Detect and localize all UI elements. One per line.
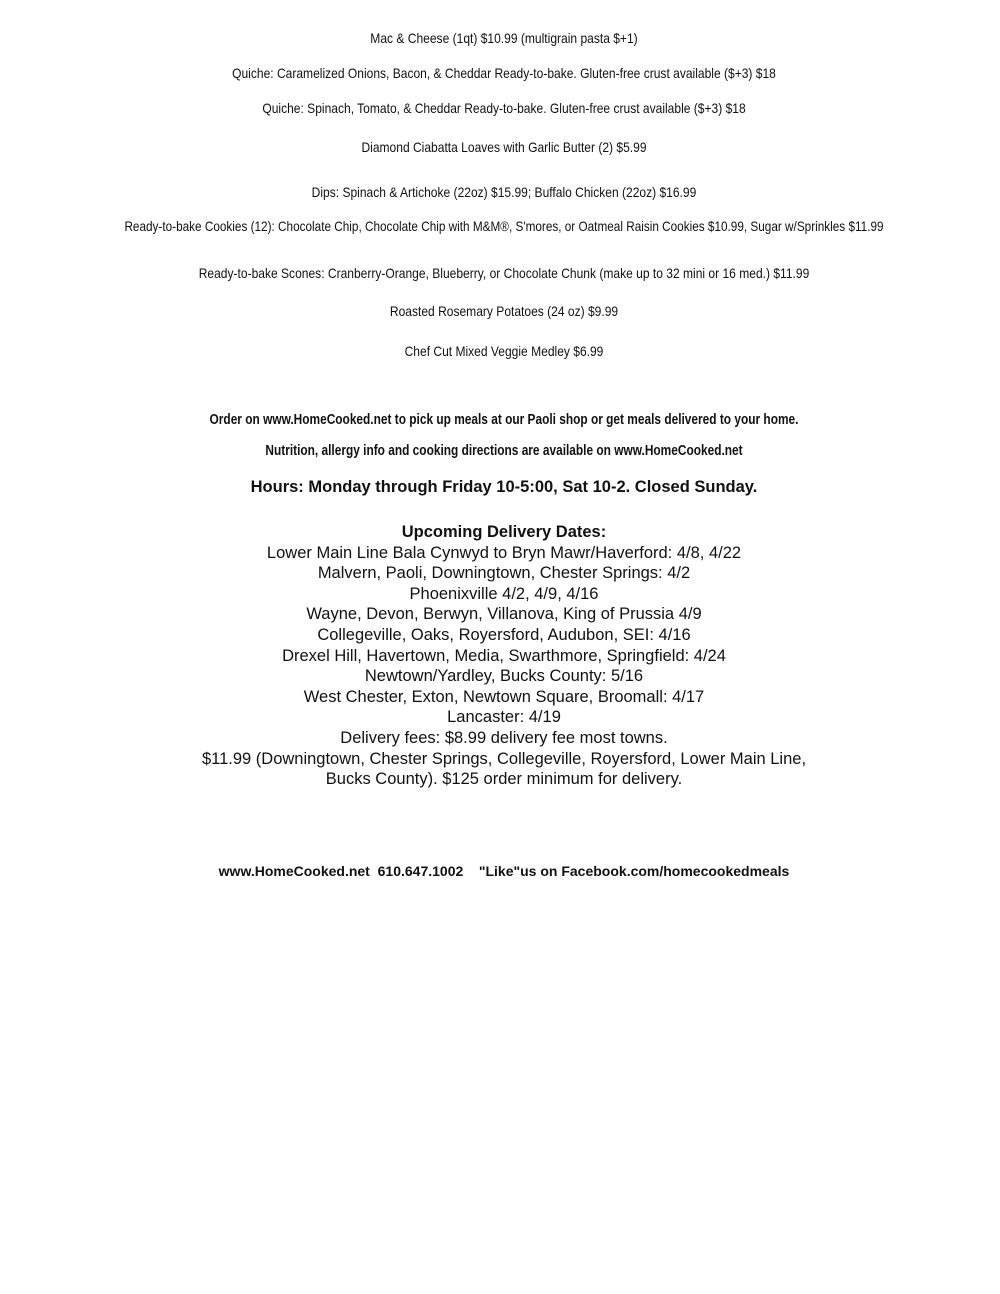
delivery-heading: Upcoming Delivery Dates: bbox=[401, 523, 607, 541]
footer-phone: 610.647.1002 bbox=[377, 863, 464, 879]
delivery-line: West Chester, Exton, Newtown Square, Broomall: 4/17 bbox=[303, 687, 705, 706]
delivery-line: Wayne, Devon, Berwyn, Villanova, King of Prussia 4/9 bbox=[306, 605, 702, 624]
menu-item-veggie-medley: Chef Cut Mixed Veggie Medley $6.99 bbox=[404, 343, 604, 359]
contact-footer bbox=[60, 861, 948, 881]
delivery-fee-note: $11.99 (Downingtown, Chester Springs, Collegeville, Royersford, Lower Main Line, Bucks County). $125 order minimum for delivery. bbox=[201, 749, 807, 789]
menu-item-quiche-onion-bacon: Quiche: Caramelized Onions, Bacon, & Cheddar Ready-to-bake. Gluten-free crust available ($+3) $18 bbox=[232, 65, 776, 81]
nutrition-notice: Nutrition, allergy info and cooking directions are available on www.HomeCooked.net bbox=[265, 443, 743, 459]
menu-item-mac-and-cheese: Mac & Cheese (1qt) $10.99 (multigrain pasta $+1) bbox=[370, 30, 638, 46]
delivery-line: Drexel Hill, Havertown, Media, Swarthmore, Springfield: 4/24 bbox=[282, 646, 726, 665]
menu-item-rosemary-potatoes: Roasted Rosemary Potatoes (24 oz) $9.99 bbox=[389, 303, 619, 319]
order-notice: Order on www.HomeCooked.net to pick up meals at our Paoli shop or get meals delivered to your home. bbox=[209, 412, 799, 428]
menu-item-scones: Ready-to-bake Scones: Cranberry-Orange, Blueberry, or Chocolate Chunk (make up to 32 mini or 16 med.) $11.99 bbox=[198, 265, 810, 281]
delivery-line: Lower Main Line Bala Cynwyd to Bryn Mawr/Haverford: 4/8, 4/22 bbox=[266, 543, 742, 562]
menu-item-ciabatta-loaves: Diamond Ciabatta Loaves with Garlic Butter (2) $5.99 bbox=[361, 139, 647, 155]
delivery-line: Collegeville, Oaks, Royersford, Audubon, SEI: 4/16 bbox=[317, 625, 691, 644]
menu-item-dips: Dips: Spinach & Artichoke (22oz) $15.99; Buffalo Chicken (22oz) $16.99 bbox=[311, 184, 697, 200]
delivery-line: Lancaster: 4/19 bbox=[447, 708, 561, 727]
delivery-line: Newtown/Yardley, Bucks County: 5/16 bbox=[364, 667, 644, 686]
delivery-section bbox=[200, 522, 808, 790]
menu-item-quiche-spinach-tomato: Quiche: Spinach, Tomato, & Cheddar Ready-to-bake. Gluten-free crust available ($+3) $18 bbox=[262, 100, 746, 116]
delivery-line: Phoenixville 4/2, 4/9, 4/16 bbox=[409, 584, 599, 603]
delivery-line: Malvern, Paoli, Downingtown, Chester Springs: 4/2 bbox=[317, 564, 691, 583]
menu-item-cookies: Ready-to-bake Cookies (12): Chocolate Chip, Chocolate Chip with M&M®, S'mores, or Oatmeal Raisin Cookies $10.99, Sugar w/Sprinkles $11.99 bbox=[124, 218, 884, 234]
store-hours: Hours: Monday through Friday 10-5:00, Sat 10-2. Closed Sunday. bbox=[250, 478, 758, 496]
footer-facebook: "Like"us on Facebook.com/homecookedmeals bbox=[478, 863, 790, 879]
delivery-fee-line: Delivery fees: $8.99 delivery fee most towns. bbox=[340, 728, 668, 747]
footer-website: www.HomeCooked.net bbox=[218, 863, 370, 879]
